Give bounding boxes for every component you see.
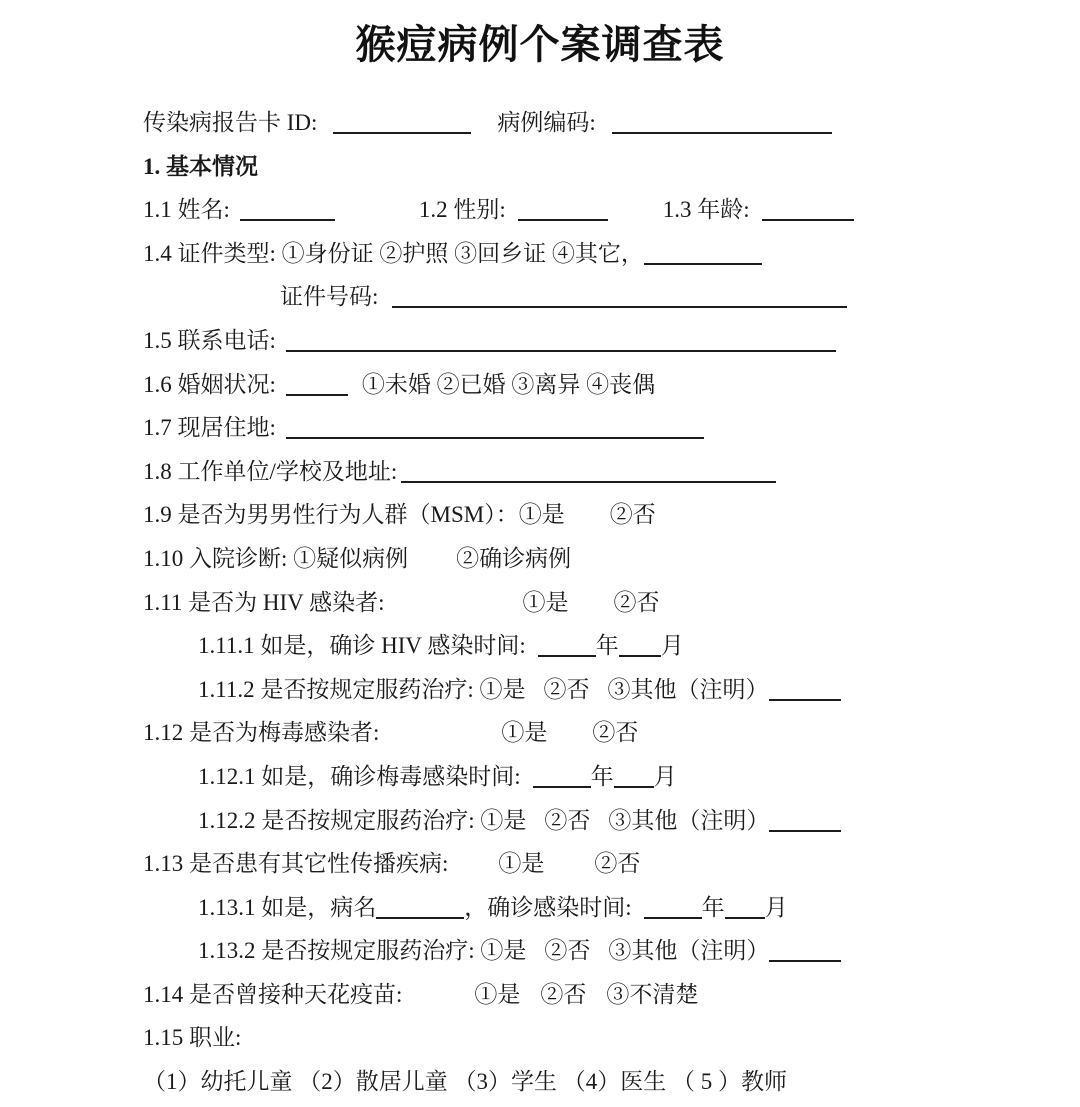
- text-run: 1.13.1 如是，病名: [198, 894, 377, 920]
- spacer: [471, 129, 497, 130]
- spacer: [335, 216, 419, 217]
- spacer: [590, 957, 608, 958]
- spacer: [448, 870, 498, 871]
- row-1-1-name-sex-age: [143, 188, 1050, 232]
- spacer: [408, 565, 456, 566]
- text-run: ①是: [501, 720, 548, 746]
- text-run: ③其他（注明）: [608, 938, 770, 964]
- spacer: [590, 696, 608, 697]
- row-1-11-1-hiv-confirm-time: [198, 624, 1050, 668]
- text-run: 1.15 职业:: [143, 1025, 242, 1051]
- spacer: [565, 521, 610, 522]
- text-run: 1.11 是否为 HIV 感染者:: [143, 589, 385, 615]
- row-1-14-smallpox-vaccine: [143, 973, 1050, 1017]
- text-run: 1.11.2 是否按规定服药治疗: ①是: [198, 676, 526, 702]
- spacer: [569, 609, 614, 610]
- blank-field: [392, 286, 847, 308]
- spacer: [379, 739, 501, 740]
- spacer: [521, 783, 533, 784]
- blank-field: [769, 810, 841, 832]
- blank-field: [333, 112, 471, 134]
- text-run: ③其他（注明）: [608, 807, 770, 833]
- row-1-9-msm: [143, 493, 1050, 537]
- text-run: ②否: [540, 981, 587, 1007]
- text-run: 月: [764, 894, 788, 920]
- row-1-7-residence: [143, 406, 1050, 450]
- row-1-15-occupation: [143, 1016, 1050, 1060]
- section-basic-info: [143, 145, 1050, 189]
- row-1-12-2-syphilis-treatment: [198, 799, 1050, 843]
- spacer: [276, 391, 286, 392]
- row-1-13-other-std: [143, 842, 1050, 886]
- text-run: ②否: [609, 502, 656, 528]
- text-run: ①是: [474, 981, 521, 1007]
- spacer: [526, 696, 544, 697]
- text-run: 1.5 联系电话:: [143, 327, 276, 353]
- page-title: 猴痘病例个案调查表: [355, 22, 725, 67]
- text-run: 1.14 是否曾接种天花疫苗:: [143, 981, 403, 1007]
- text-run: ②否: [613, 589, 660, 615]
- text-run: 病例编码:: [497, 110, 596, 135]
- row-1-5-phone: [143, 319, 1050, 363]
- spacer: [276, 347, 286, 348]
- text-run: ①未婚 ②已婚 ③离异 ④丧偶: [361, 371, 656, 397]
- blank-field: [286, 417, 704, 439]
- spacer: [526, 827, 544, 828]
- text-run: ①是: [522, 589, 569, 615]
- row-1-11-2-hiv-treatment: [198, 668, 1050, 712]
- blank-field: [619, 635, 661, 657]
- spacer: [402, 1001, 474, 1002]
- blank-field: [240, 199, 335, 221]
- text-run: 月: [660, 633, 684, 659]
- blank-field: [401, 461, 776, 483]
- text-run: 1. 基本情况: [143, 153, 258, 179]
- text-run: ②否: [592, 720, 639, 746]
- text-run: 1.3 年龄:: [662, 197, 750, 223]
- row-1-8-workplace: [143, 450, 1050, 494]
- blank-field: [518, 199, 608, 221]
- form-body: [143, 101, 1050, 1104]
- spacer: [276, 434, 286, 435]
- spacer: [596, 129, 612, 130]
- text-run: ②否: [543, 676, 590, 702]
- blank-field: [644, 243, 762, 265]
- spacer: [378, 303, 392, 304]
- blank-field: [725, 897, 765, 919]
- row-1-4-id-type: [143, 232, 1050, 276]
- text-run: 证件号码:: [280, 284, 379, 310]
- text-run: 1.8 工作单位/学校及地址:: [143, 458, 398, 484]
- text-run: ②否: [544, 807, 591, 833]
- spacer: [348, 391, 362, 392]
- spacer: [608, 216, 663, 217]
- text-run: 1.6 婚姻状况:: [143, 371, 276, 397]
- text-run: 月: [653, 763, 677, 789]
- blank-field: [644, 897, 702, 919]
- blank-field: [614, 766, 654, 788]
- spacer: [506, 216, 518, 217]
- text-run: 年: [590, 763, 614, 789]
- spacer: [590, 827, 608, 828]
- row-occupation-options: [143, 1060, 1050, 1104]
- text-run: 1.12.2 是否按规定服药治疗: ①是: [198, 807, 527, 833]
- row-1-13-1-std-detail: [198, 886, 1050, 930]
- row-1-12-1-syphilis-confirm-time: [198, 755, 1050, 799]
- report-header-row: [143, 101, 1050, 145]
- text-run: ③不清楚: [606, 981, 699, 1007]
- text-run: ，确诊感染时间:: [464, 894, 632, 920]
- blank-field: [286, 330, 836, 352]
- text-run: 传染病报告卡 ID:: [143, 110, 318, 135]
- text-run: ①是: [498, 851, 545, 877]
- spacer: [750, 216, 762, 217]
- row-1-13-2-std-treatment: [198, 929, 1050, 973]
- blank-field: [769, 940, 841, 962]
- text-run: 年: [595, 633, 619, 659]
- text-run: ③其他（注明）: [607, 676, 769, 702]
- text-run: 1.13 是否患有其它性传播疾病:: [143, 851, 449, 877]
- row-1-12-syphilis: [143, 711, 1050, 755]
- blank-field: [769, 679, 841, 701]
- blank-field: [533, 766, 591, 788]
- text-run: 1.10 入院诊断: ①疑似病例: [143, 545, 409, 571]
- text-run: ②否: [594, 851, 641, 877]
- blank-field: [376, 897, 464, 919]
- text-run: 1.7 现居住地:: [143, 415, 276, 441]
- spacer: [526, 957, 544, 958]
- spacer: [586, 1001, 606, 1002]
- blank-field: [612, 112, 832, 134]
- spacer: [385, 609, 523, 610]
- text-run: ②否: [544, 938, 591, 964]
- spacer: [317, 129, 333, 130]
- text-run: 1.12 是否为梅毒感染者:: [143, 720, 380, 746]
- text-run: ②确诊病例: [456, 545, 572, 571]
- row-1-4-id-number: [280, 275, 1050, 319]
- text-run: 1.2 性别:: [418, 197, 506, 223]
- spacer: [230, 216, 240, 217]
- text-run: 1.12.1 如是，确诊梅毒感染时间:: [198, 763, 521, 789]
- blank-field: [538, 635, 596, 657]
- text-run: 1.4 证件类型: ①身份证 ②护照 ③回乡证 ④其它，: [143, 240, 644, 266]
- text-run: 年: [701, 894, 725, 920]
- text-run: 1.13.2 是否按规定服药治疗: ①是: [198, 938, 527, 964]
- spacer: [544, 870, 594, 871]
- text-run: 1.9 是否为男男性行为人群（MSM）：①是: [143, 502, 565, 528]
- blank-field: [286, 374, 348, 396]
- blank-field: [762, 199, 854, 221]
- text-run: （1）幼托儿童 （2）散居儿童 （3）学生 （4）医生 （ 5 ）教师: [143, 1069, 787, 1095]
- spacer: [520, 1001, 540, 1002]
- text-run: 1.11.1 如是，确诊 HIV 感染时间:: [198, 633, 526, 659]
- row-1-11-hiv: [143, 581, 1050, 625]
- spacer: [526, 652, 538, 653]
- spacer: [632, 914, 644, 915]
- text-run: 1.1 姓名:: [143, 197, 230, 223]
- spacer: [547, 739, 592, 740]
- row-1-10-admission-diagnosis: [143, 537, 1050, 581]
- row-1-6-marital-status: [143, 363, 1050, 407]
